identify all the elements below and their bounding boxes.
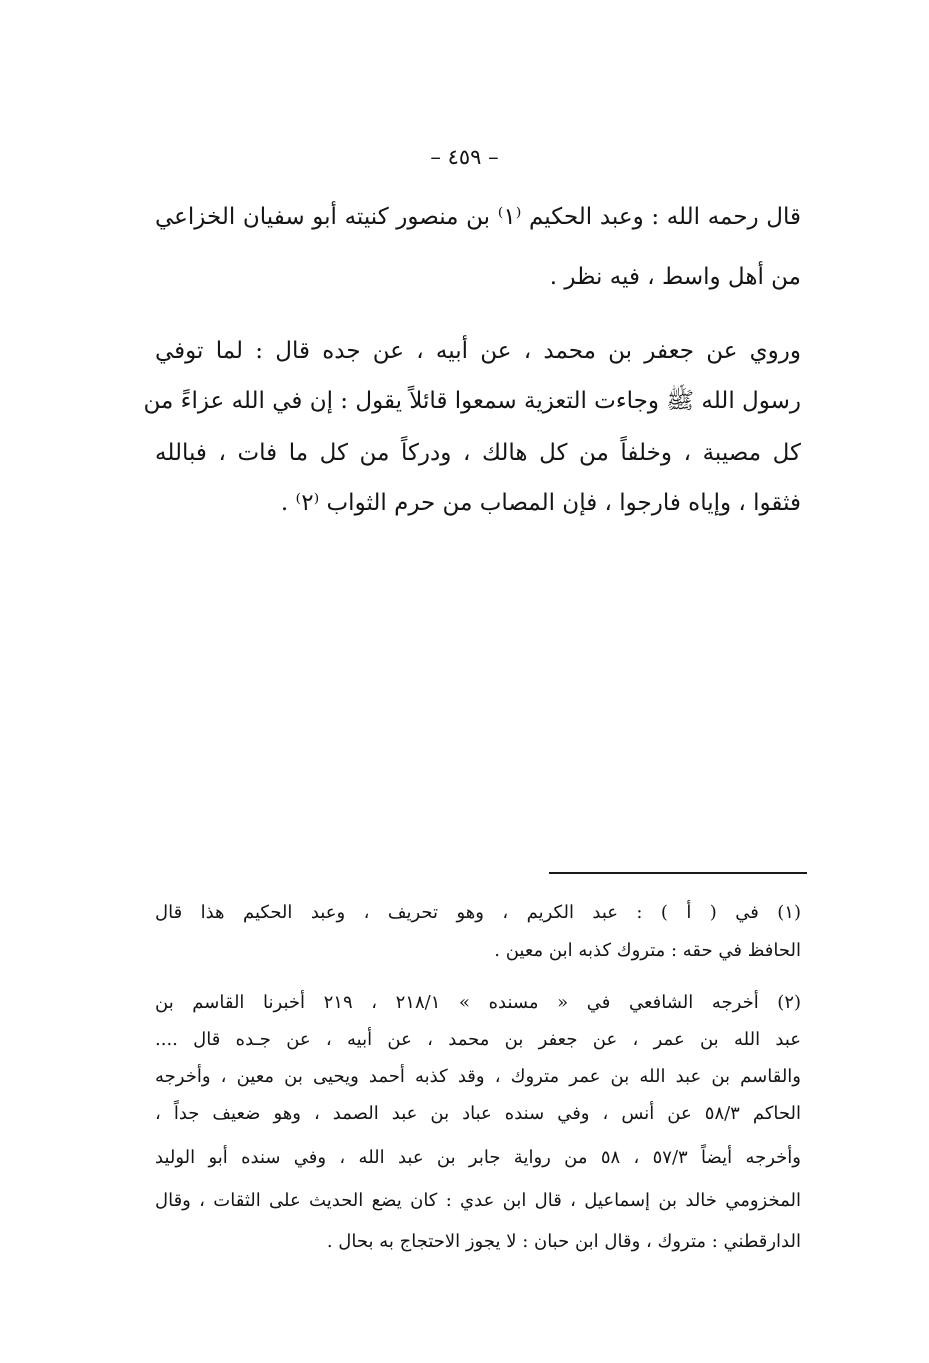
footnote-line: وأخرجه أيضاً ٥٧/٣ ، ٥٨ من رواية جابر بن عبد الله ، وفي سنده أبو الوليد — [155, 1147, 801, 1168]
footnote-line: (٢) أخرجه الشافعي في « مسنده » ٢١٨/١ ، ٢١٩ أخبرنا القاسم بن — [155, 992, 802, 1013]
footnote-line: المخزومي خالد بن إسماعيل ، قال ابن عدي : كان يضع الحديث على الثقات ، وقال — [155, 1190, 801, 1211]
footnote-line: والقاسم بن عبد الله بن عمر متروك ، وقد كذبه أحمد ويحيى بن معين ، وأخرجه — [155, 1066, 801, 1087]
body-line: وروي عن جعفر بن محمد ، عن أبيه ، عن جده قال : لما توفي — [155, 338, 801, 364]
body-line: من أهل واسط ، فيه نظر . — [549, 264, 801, 290]
body-line: قال رحمه الله : وعبد الحكيم ⁽١⁾ بن منصور كنيته أبو سفيان الخزاعي — [155, 204, 801, 230]
body-line: رسول الله ﷺ وجاءت التعزية سمعوا قائلاً يقول : إن في الله عزاءً من — [143, 388, 801, 414]
footnote-line: الدارقطني : متروك ، وقال ابن حبان : لا يجوز الاحتجاج به بحال . — [326, 1231, 801, 1252]
footnote-line: (١) في ( أ ) : عبد الكريم ، وهو تحريف ، وعبد الحكيم هذا قال — [155, 902, 801, 923]
footnote-line: الحاكم ٥٨/٣ عن أنس ، وفي سنده عباد بن عبد الصمد ، وهو ضعيف جداً ، — [155, 1103, 802, 1124]
page-number: – ٤٥٩ – — [430, 145, 499, 169]
body-line: كل مصيبة ، وخلفاً من كل هالك ، ودركاً من كل ما فات ، فبالله — [155, 440, 801, 466]
footnote-line: عبد الله بن عمر ، عن جعفر بن محمد ، عن أبيه ، عن جـده قال .... — [155, 1029, 801, 1050]
footnote-separator — [549, 872, 807, 874]
footnote-line: الحافظ في حقه : متروك كذبه ابن معين . — [494, 940, 801, 961]
body-line: فثقوا ، وإياه فارجوا ، فإن المصاب من حرم الثواب ⁽٢⁾ . — [280, 490, 801, 516]
